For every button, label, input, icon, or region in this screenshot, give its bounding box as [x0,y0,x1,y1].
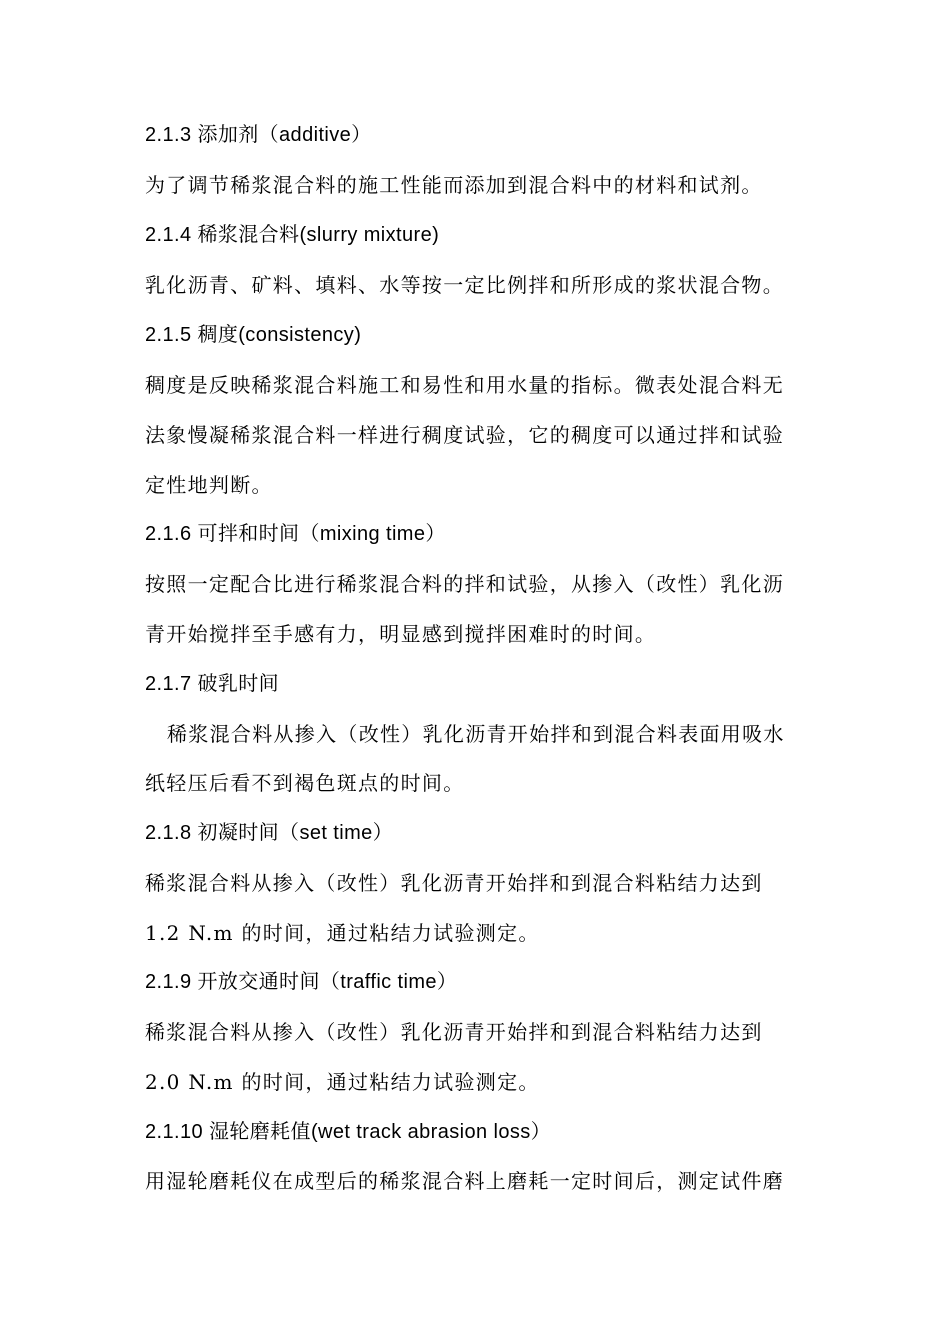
paragraph-line: 青开始搅拌至手感有力，明显感到搅拌困难时的时间。 [145,622,657,646]
paragraph-line: 稀浆混合料从掺入（改性）乳化沥青开始拌和到混合料表面用吸水 [167,722,785,746]
paragraph-line: 乳化沥青、矿料、填料、水等按一定比例拌和所形成的浆状混合物。 [145,273,784,297]
paragraph-line: 定性地判断。 [145,473,273,497]
section-heading-2-1-5: 2.1.5 稠度(consistency) [145,324,362,346]
paragraph-line: 稠度是反映稀浆混合料施工和易性和用水量的指标。微表处混合料无 [145,373,784,397]
paragraph-line: 用湿轮磨耗仪在成型后的稀浆混合料上磨耗一定时间后，测定试件磨 [145,1169,784,1193]
paragraph-line: 纸轻压后看不到褐色斑点的时间。 [145,771,465,795]
section-heading-2-1-10: 2.1.10 湿轮磨耗值(wet track abrasion loss） [145,1121,552,1143]
section-heading-2-1-6: 2.1.6 可拌和时间（mixing time） [145,523,446,545]
paragraph-line: 2.0 N.m 的时间，通过粘结力试验测定。 [145,1070,540,1094]
paragraph-line: 稀浆混合料从掺入（改性）乳化沥青开始拌和到混合料粘结力达到 [145,1020,763,1044]
paragraph-line: 为了调节稀浆混合料的施工性能而添加到混合料中的材料和试剂。 [145,173,763,197]
paragraph-line: 按照一定配合比进行稀浆混合料的拌和试验，从掺入（改性）乳化沥 [145,572,784,596]
paragraph-line: 1.2 N.m 的时间，通过粘结力试验测定。 [145,921,540,945]
section-heading-2-1-3: 2.1.3 添加剂（additive） [145,124,372,146]
paragraph-line: 稀浆混合料从掺入（改性）乳化沥青开始拌和到混合料粘结力达到 [145,871,763,895]
section-heading-2-1-9: 2.1.9 开放交通时间（traffic time） [145,971,458,993]
paragraph-line: 法象慢凝稀浆混合料一样进行稠度试验，它的稠度可以通过拌和试验 [145,423,784,447]
section-heading-2-1-7: 2.1.7 破乳时间 [145,673,280,695]
section-heading-2-1-4: 2.1.4 稀浆混合料(slurry mixture) [145,224,440,246]
section-heading-2-1-8: 2.1.8 初凝时间（set time） [145,822,394,844]
